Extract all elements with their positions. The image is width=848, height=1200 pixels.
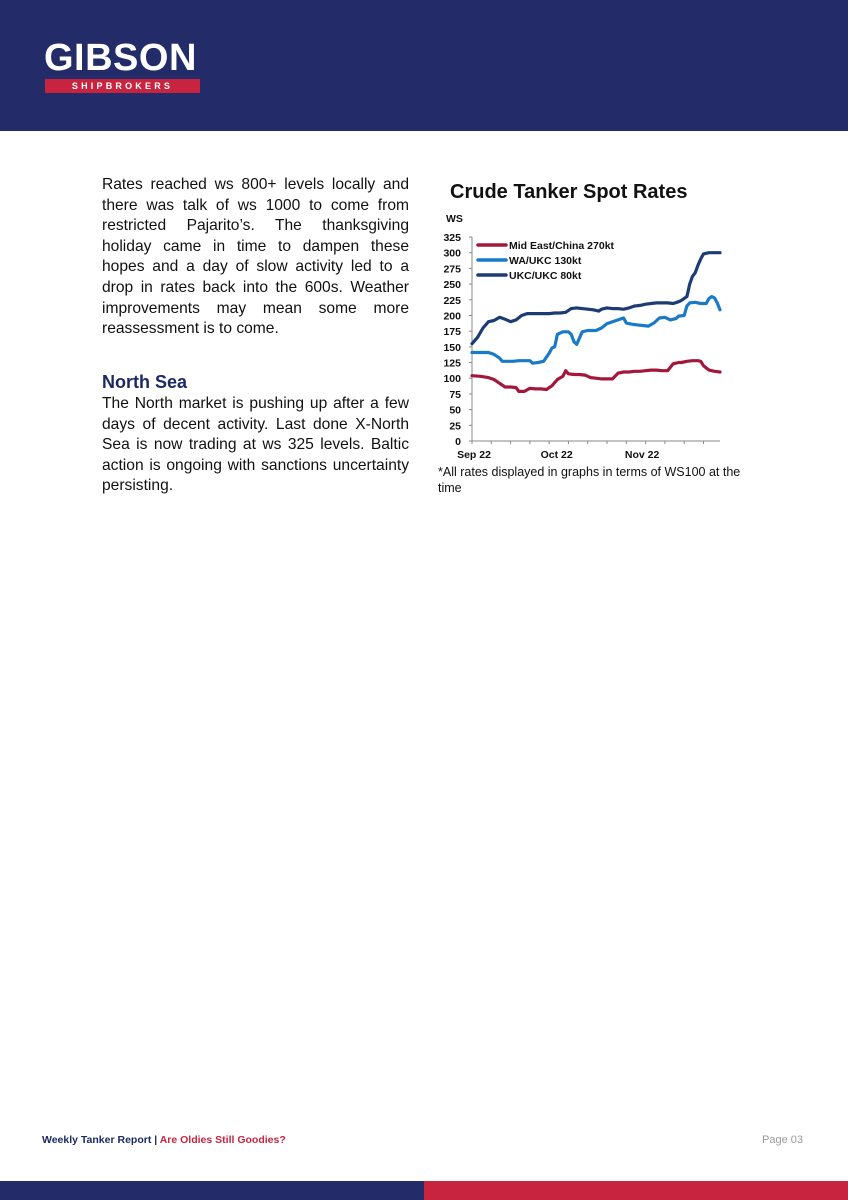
y-tick-label: 300 <box>443 247 461 260</box>
gibson-logo-wordmark: GIBSON <box>44 37 197 79</box>
y-tick-label: 150 <box>443 341 461 354</box>
x-axis-ticks <box>457 441 720 461</box>
chart-footnote: *All rates displayed in graphs in terms of WS100 at the time <box>438 465 741 495</box>
legend-label: UKC/UKC 80kt <box>509 270 582 282</box>
footer-report-title <box>42 1134 286 1146</box>
legend-label: Mid East/China 270kt <box>509 240 615 252</box>
y-tick-label: 75 <box>449 388 461 401</box>
y-tick-label: 325 <box>443 232 461 244</box>
legend-label: WA/UKC 130kt <box>509 255 582 267</box>
y-tick-label: 50 <box>449 404 461 417</box>
y-tick-label: 200 <box>443 310 461 323</box>
x-tick-label: Oct 22 <box>540 449 573 461</box>
footer-report-subtitle: Are Oldies Still Goodies? <box>159 1134 286 1146</box>
y-tick-label: 250 <box>443 279 461 292</box>
crude-tanker-spot-rates-chart <box>430 205 730 463</box>
market-commentary-paragraph: Rates reached ws 800+ levels locally and there was talk of ws 1000 to come from restricted Pajarito’s. The thanksgiving holiday came in time to dampen these hopes and a day of slow activity led to a drop in rates back into the 600s. Weather improvements may mean some more reassessment is to come. <box>102 176 409 338</box>
series-line-1 <box>472 361 720 392</box>
north-sea-heading: North Sea <box>102 372 188 392</box>
footer-report-name: Weekly Tanker Report <box>42 1134 152 1146</box>
bottom-bar-red <box>424 1181 848 1200</box>
x-tick-label: Sep 22 <box>457 449 491 461</box>
y-tick-label: 175 <box>443 326 461 339</box>
y-tick-label: 100 <box>443 373 461 386</box>
y-axis-ticks <box>443 232 472 448</box>
x-tick-label: Nov 22 <box>624 449 660 461</box>
shipbrokers-logo-tagline: SHIPBROKERS <box>45 79 200 93</box>
y-axis-label: WS <box>446 213 463 225</box>
north-sea-paragraph: The North market is pushing up after a few days of decent activity. Last done X-North Sea is now trading at ws 325 levels. Baltic action is ongoing with sanctions uncertainty persisting. <box>102 395 409 495</box>
chart-title: Crude Tanker Spot Rates <box>450 181 688 203</box>
y-tick-label: 25 <box>449 420 461 433</box>
page-header <box>0 0 848 131</box>
y-tick-label: 0 <box>455 436 461 448</box>
chart-legend <box>478 240 615 282</box>
series-line-2 <box>472 297 720 364</box>
bottom-bar-navy <box>0 1181 424 1200</box>
footer-separator: | <box>151 1134 160 1146</box>
y-tick-label: 275 <box>443 263 461 276</box>
page-number: Page 03 <box>762 1134 803 1146</box>
y-tick-label: 125 <box>443 357 461 370</box>
y-tick-label: 225 <box>443 294 461 307</box>
